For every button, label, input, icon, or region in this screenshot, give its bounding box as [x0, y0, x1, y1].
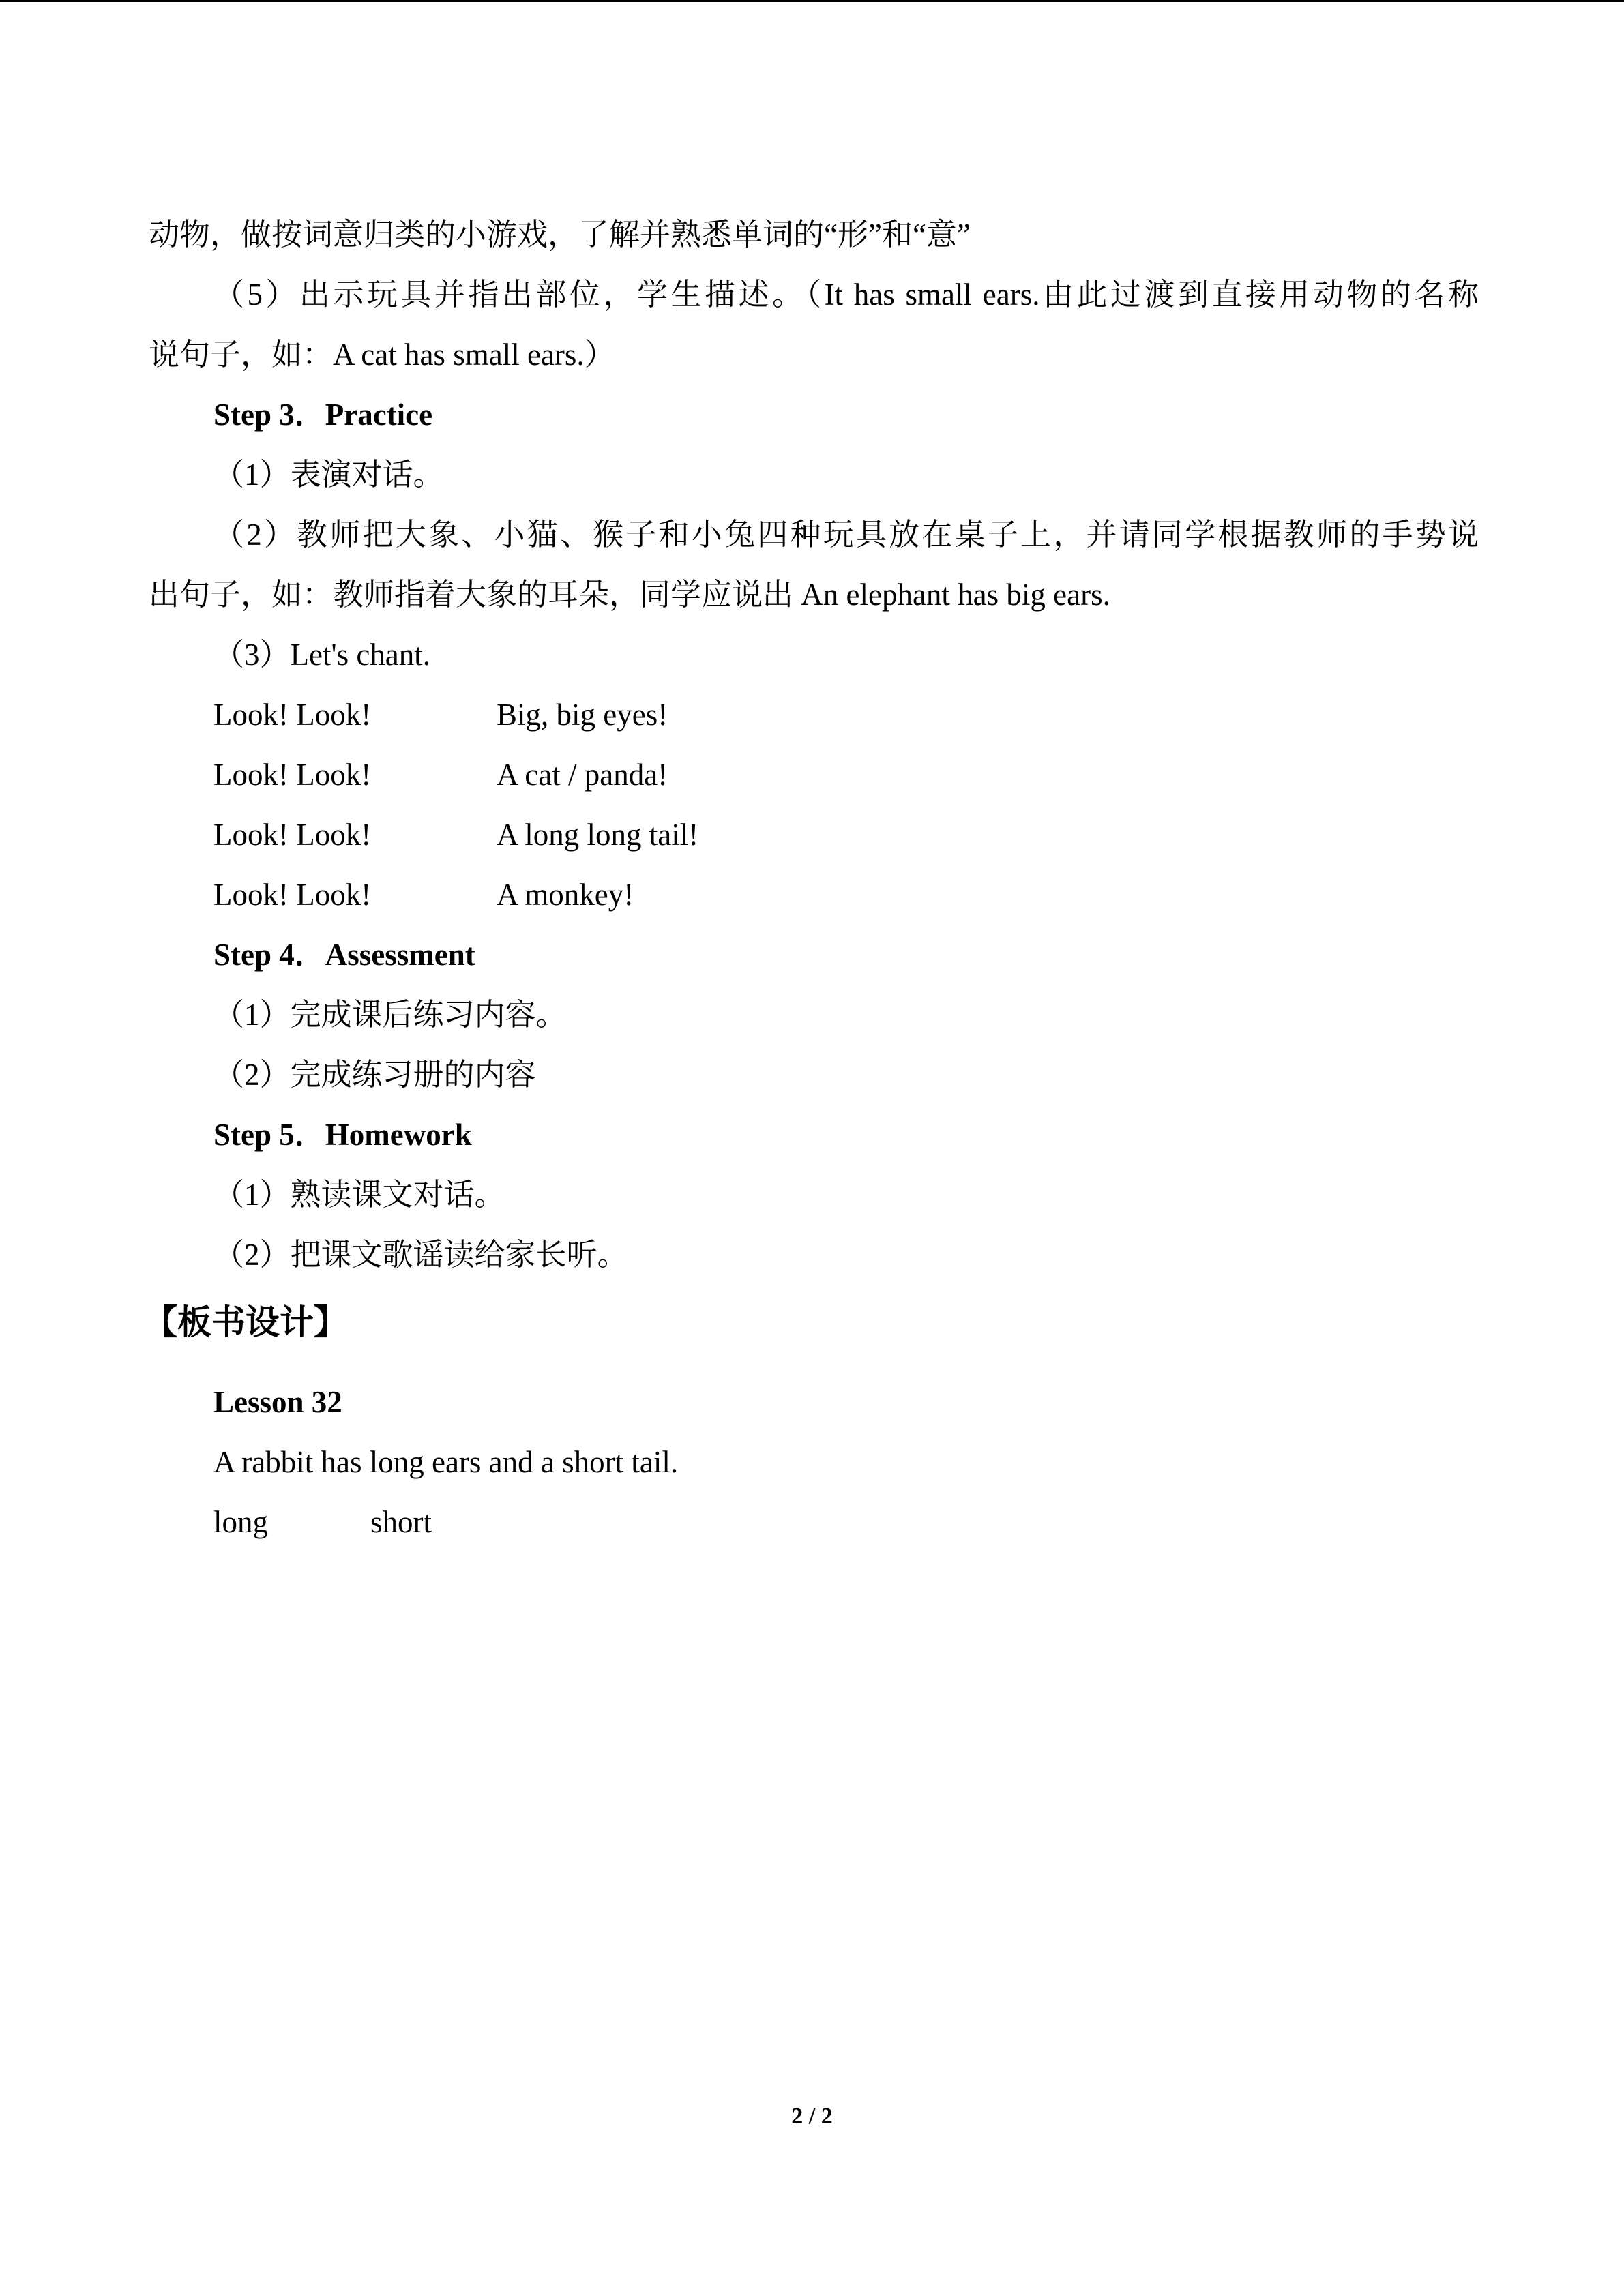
step4-item-1: （1）完成课后练习内容。	[213, 998, 567, 1032]
board-vocab-row	[149, 1492, 1479, 1552]
chant-response: A long long tail!	[497, 818, 699, 852]
step5-item-1: （1）熟读课文对话。	[213, 1178, 505, 1212]
step3-item-3: （3）Let's chant.	[213, 638, 431, 672]
chant-response: Big, big eyes!	[497, 698, 668, 732]
chant-call: Look! Look!	[213, 878, 372, 912]
paragraph-toy-parts-line2: 说句子，如：A cat has small ears.）	[149, 338, 615, 372]
board-word-short: short	[370, 1505, 432, 1539]
step5-item-2: （2）把课文歌谣读给家长听。	[213, 1238, 628, 1272]
step3-item-1: （1）表演对话。	[213, 458, 444, 492]
paragraph-toy-parts-line1: （5）出示玩具并指出部位，学生描述。（It has small ears.由此过渡到直接用动物的名称	[213, 278, 1479, 312]
chant-response: A monkey!	[497, 878, 634, 912]
step3-heading: Step 3．Practice	[213, 398, 433, 432]
board-sentence: A rabbit has long ears and a short tail.	[213, 1445, 679, 1479]
paragraph-animal-game: 动物，做按词意归类的小游戏，了解并熟悉单词的“形”和“意”	[149, 218, 971, 252]
document-body	[143, 205, 1479, 1552]
board-design-title: 【板书设计】	[143, 1302, 348, 1342]
chant-row	[149, 745, 1479, 805]
chant-block	[149, 685, 1479, 925]
board-lesson-title: Lesson 32	[213, 1385, 342, 1419]
step4-item-2: （2）完成练习册的内容	[213, 1058, 536, 1092]
spacer	[149, 1360, 1479, 1372]
step3-item-2-line2: 出句子，如：教师指着大象的耳朵，同学应说出 An elephant has big ears.	[149, 578, 1110, 612]
chant-call: Look! Look!	[213, 758, 372, 792]
step3-item-2-line1: （2）教师把大象、小猫、猴子和小兔四种玩具放在桌子上，并请同学根据教师的手势说	[213, 518, 1479, 552]
step5-heading: Step 5．Homework	[213, 1118, 472, 1152]
step4-heading: Step 4．Assessment	[213, 938, 475, 972]
chant-call: Look! Look!	[213, 818, 372, 852]
page-number: 2 / 2	[791, 2104, 833, 2129]
chant-call: Look! Look!	[213, 698, 372, 732]
chant-row	[149, 865, 1479, 925]
chant-row	[149, 685, 1479, 745]
chant-row	[149, 805, 1479, 865]
page-top-border	[0, 0, 1624, 2]
chant-response: A cat / panda!	[497, 758, 668, 792]
board-word-long: long	[213, 1505, 269, 1539]
